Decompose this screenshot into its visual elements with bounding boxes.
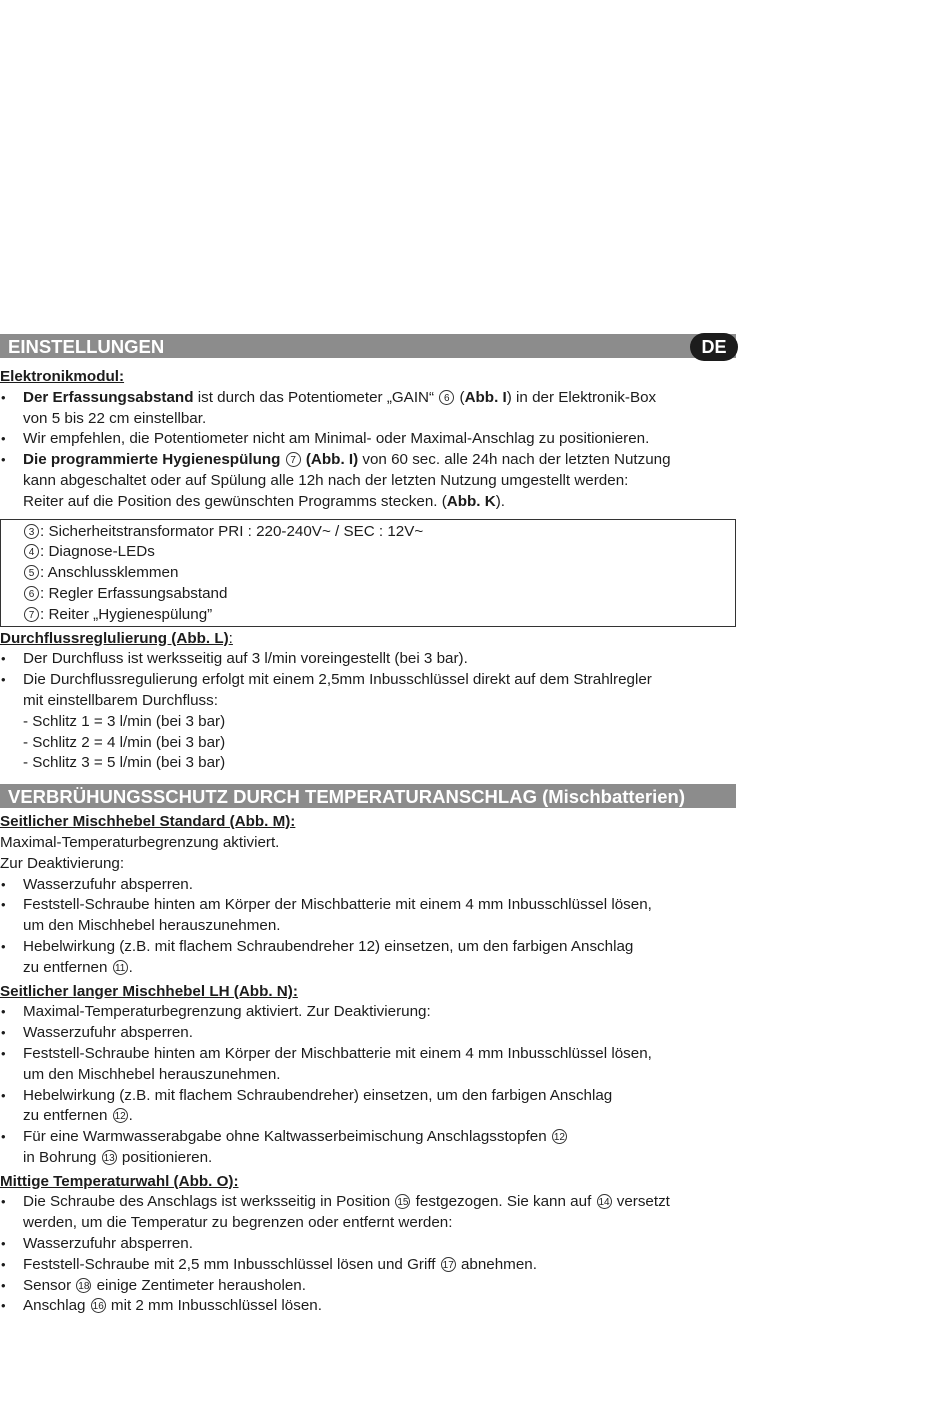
item-text: Der Durchfluss ist werksseitig auf 3 l/min voreingestellt (bei 3 bar).: [23, 650, 468, 668]
list-item: [0, 1234, 740, 1255]
list-item: [0, 1192, 740, 1234]
item-continuation: [23, 1106, 740, 1127]
legend-text: : Diagnose-LEDs: [40, 543, 155, 561]
list-item: [0, 1276, 740, 1297]
mittig-list: [0, 1192, 740, 1317]
lang-heading: Seitlicher langer Mischhebel LH (Abb. N):: [0, 982, 298, 1000]
item-text: mit 2 mm Inbusschlüssel lösen.: [106, 1297, 322, 1315]
lang-list: [0, 1002, 740, 1168]
item-text: .: [128, 958, 133, 976]
item-text: Wasserzufuhr absperren.: [23, 875, 193, 893]
legend-item: [23, 522, 735, 543]
item-text: Für eine Warmwasserabgabe ohne Kaltwasserbeimischung Anschlagsstopfen: [23, 1128, 551, 1146]
list-item: [0, 1086, 740, 1128]
paragraph: Zur Deaktivierung:: [0, 854, 125, 872]
section-header-einstellungen: [0, 334, 736, 358]
item-continuation: um den Mischhebel herauszunehmen.: [23, 917, 281, 935]
item-text: Die Durchflussregulierung erfolgt mit einem 2,5mm Inbusschlüssel direkt auf dem Strahlregler: [23, 671, 652, 689]
item-continuation: [23, 492, 740, 513]
list-item: [0, 895, 740, 937]
slot-line: - Schlitz 1 = 3 l/min (bei 3 bar): [23, 712, 226, 730]
item-text: (: [455, 388, 465, 406]
callout-number: 16: [91, 1298, 106, 1313]
bold-term: Der Erfassungsabstand: [23, 388, 194, 406]
legend-text: : Sicherheitstransformator PRI : 220-240V~ / SEC : 12V~: [40, 522, 424, 540]
list-item: [0, 1296, 740, 1317]
item-text: Hebelwirkung (z.B. mit flachem Schraubendreher 12) einsetzen, um den farbigen Anschlag: [23, 937, 634, 955]
figure-ref: Abb. I: [464, 388, 507, 406]
legend-item: [23, 542, 735, 563]
legend-text: : Anschlussklemmen: [40, 564, 179, 582]
list-item: [0, 1044, 740, 1086]
item-text: zu entfernen: [23, 1107, 112, 1125]
item-text: Maximal-Temperaturbegrenzung aktiviert. Zur Deaktivierung:: [23, 1003, 431, 1021]
list-item: [0, 1127, 740, 1169]
list-item: [0, 1255, 740, 1276]
heading-colon: :: [228, 629, 233, 647]
list-item: [0, 649, 740, 670]
callout-number: 7: [24, 607, 39, 622]
callout-number: 14: [597, 1194, 612, 1209]
standard-list: [0, 875, 740, 979]
elektronik-list: [0, 388, 740, 513]
list-item: [0, 450, 740, 512]
bold-term: Die programmierte Hygienespülung: [23, 451, 281, 469]
item-text: ) in der Elektronik-Box: [506, 388, 657, 406]
item-text: Feststell-Schraube hinten am Körper der Mischbatterie mit einem 4 mm Inbusschlüssel lösen,: [23, 896, 652, 914]
heading-colon: :: [119, 368, 125, 385]
item-continuation: um den Mischhebel herauszunehmen.: [23, 1065, 281, 1083]
callout-number: 6: [24, 586, 39, 601]
heading-text: Durchflussreglulierung (Abb. L): [0, 629, 229, 647]
callout-number: 12: [113, 1108, 128, 1123]
callout-number: 4: [24, 544, 39, 559]
item-continuation: mit einstellbarem Durchfluss:: [23, 691, 218, 709]
section-header-verbruehungsschutz: [0, 784, 736, 808]
item-text: positionieren.: [117, 1148, 213, 1166]
legend-text: : Reiter „Hygienespülung”: [40, 605, 213, 623]
list-item: [0, 429, 740, 450]
item-text: abnehmen.: [456, 1255, 537, 1273]
section-title: EINSTELLUNGEN: [8, 336, 165, 357]
elektronikmodul-heading: [0, 367, 740, 388]
callout-number: 18: [76, 1278, 91, 1293]
standard-heading: Seitlicher Mischhebel Standard (Abb. M):: [0, 813, 296, 831]
item-continuation: werden, um die Temperatur zu begrenzen oder entfernt werden:: [23, 1214, 453, 1232]
item-text: zu entfernen: [23, 958, 112, 976]
heading-text: Elektronikmodul: [0, 368, 119, 385]
mittig-heading: Mittige Temperaturwahl (Abb. O):: [0, 1172, 239, 1190]
list-item: [0, 1002, 740, 1023]
callout-number: 6: [439, 390, 454, 405]
item-continuation: [23, 1148, 740, 1169]
durchfluss-list: [0, 649, 740, 774]
item-text: Feststell-Schraube mit 2,5 mm Inbusschlüssel lösen und Griff: [23, 1255, 440, 1273]
callout-number: 12: [552, 1129, 567, 1144]
callout-number: 11: [113, 960, 128, 975]
item-continuation: kann abgeschaltet oder auf Spülung alle 12h nach der letzten Nutzung umgestellt werden:: [23, 471, 629, 489]
item-text: ist durch das Potentiometer „GAIN“: [193, 388, 439, 406]
legend-text: : Regler Erfassungsabstand: [40, 584, 228, 602]
item-text: von 60 sec. alle 24h nach der letzten Nutzung: [358, 451, 671, 469]
item-text: versetzt: [612, 1193, 670, 1211]
callout-number: 13: [102, 1150, 117, 1165]
figure-ref: Abb. K: [446, 492, 496, 510]
item-text: Hebelwirkung (z.B. mit flachem Schraubendreher) einsetzen, um den farbigen Anschlag: [23, 1086, 613, 1104]
legend-box: [0, 519, 736, 627]
durchfluss-heading: [0, 629, 740, 650]
item-text: ).: [495, 492, 505, 510]
item-text: Feststell-Schraube hinten am Körper der Mischbatterie mit einem 4 mm Inbusschlüssel lösen,: [23, 1044, 652, 1062]
section-title: VERBRÜHUNGSSCHUTZ DURCH TEMPERATURANSCHLAG (Mischbatterien): [8, 786, 685, 808]
callout-number: 17: [441, 1257, 456, 1272]
callout-number: 3: [24, 524, 39, 539]
item-text: Reiter auf die Position des gewünschten Programms stecken. (: [23, 492, 447, 510]
item-text: Wasserzufuhr absperren.: [23, 1024, 193, 1042]
slot-line: - Schlitz 3 = 5 l/min (bei 3 bar): [23, 754, 226, 772]
item-text: Anschlag: [23, 1297, 90, 1315]
figure-ref: (Abb. I): [305, 451, 359, 469]
language-badge: DE: [690, 333, 738, 361]
slot-line: - Schlitz 2 = 4 l/min (bei 3 bar): [23, 733, 226, 751]
legend-item: [23, 605, 735, 626]
item-continuation: [23, 958, 740, 979]
list-item: [0, 1023, 740, 1044]
callout-number: 15: [395, 1194, 410, 1209]
item-continuation: von 5 bis 22 cm einstellbar.: [23, 409, 207, 427]
callout-number: 5: [24, 565, 39, 580]
item-text: einige Zentimeter herausholen.: [92, 1276, 306, 1294]
item-text: Die Schraube des Anschlags ist werksseitig in Position: [23, 1193, 395, 1211]
item-text: .: [128, 1107, 133, 1125]
list-item: [0, 670, 740, 774]
document-page: [0, 334, 740, 1317]
list-item: [0, 388, 740, 430]
list-item: [0, 875, 740, 896]
item-text: festgezogen. Sie kann auf: [411, 1193, 596, 1211]
callout-number: 7: [286, 452, 301, 467]
legend-item: [23, 584, 735, 605]
paragraph: Maximal-Temperaturbegrenzung aktiviert.: [0, 833, 280, 851]
item-text: Wasserzufuhr absperren.: [23, 1235, 193, 1253]
item-text: in Bohrung: [23, 1148, 101, 1166]
list-item: [0, 937, 740, 979]
item-text: Sensor: [23, 1276, 76, 1294]
legend-item: [23, 563, 735, 584]
item-text: Wir empfehlen, die Potentiometer nicht am Minimal- oder Maximal-Anschlag zu positionieren.: [23, 430, 650, 448]
